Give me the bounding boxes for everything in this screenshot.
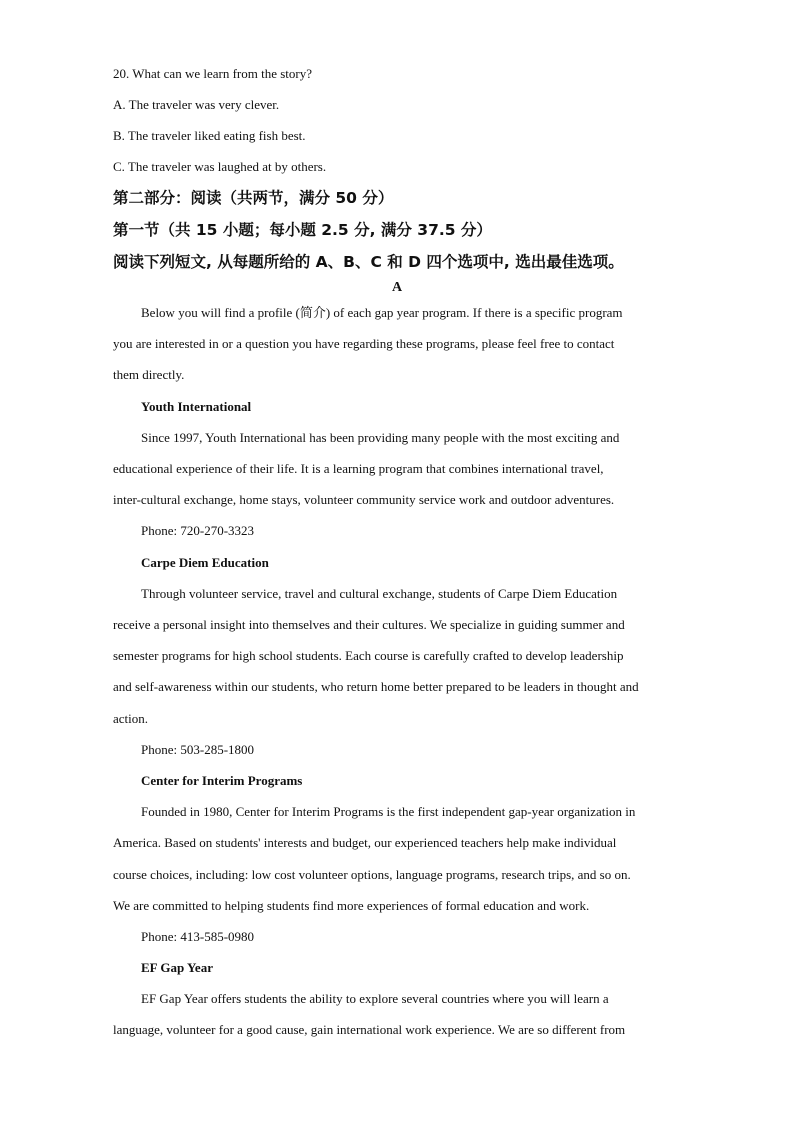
program-phone: Phone: 720-270-3323 — [141, 523, 255, 538]
program-line: course choices, including: low cost volunteer options, language programs, research trips, and so on. — [113, 867, 631, 882]
program-line: inter-cultural exchange, home stays, volunteer community service work and outdoor adventures. — [113, 492, 615, 507]
program-line: Founded in 1980, Center for Interim Programs is the first independent gap-year organization in — [141, 804, 636, 819]
program-phone: Phone: 413-585-0980 — [141, 929, 255, 944]
program-line: America. Based on students' interests and budget, our experienced teachers help make individual — [113, 835, 617, 850]
program-title: EF Gap Year — [141, 960, 213, 975]
program-line: Through volunteer service, travel and cultural exchange, students of Carpe Diem Education — [141, 586, 618, 601]
program-line: EF Gap Year offers students the ability to explore several countries where you will learn a — [141, 991, 609, 1006]
option-b: B. The traveler liked eating fish best. — [113, 128, 306, 143]
program-line: We are committed to helping students find more experiences of formal education and work. — [113, 898, 590, 913]
passage-label: A — [391, 280, 403, 295]
program-line: language, volunteer for a good cause, gain international work experience. We are so different from — [113, 1022, 626, 1037]
program-title: Youth International — [141, 399, 252, 414]
intro-line: them directly. — [113, 367, 185, 382]
program-phone: Phone: 503-285-1800 — [141, 742, 255, 757]
option-a: A. The traveler was very clever. — [113, 97, 280, 112]
program-line: receive a personal insight into themselves and their cultures. We specialize in guiding summer and — [113, 617, 625, 632]
program-title: Carpe Diem Education — [141, 555, 269, 570]
program-line: and self-awareness within our students, who return home better prepared to be leaders in thought and — [113, 679, 639, 694]
program-line: educational experience of their life. It is a learning program that combines international travel, — [113, 461, 604, 476]
program-line: action. — [113, 711, 149, 726]
program-title: Center for Interim Programs — [141, 773, 303, 788]
section-subtitle: 第一节（共 15 小题；每小题 2.5 分, 满分 37.5 分） — [113, 221, 492, 239]
section-instruction: 阅读下列短文, 从每题所给的 A、B、C 和 D 四个选项中, 选出最佳选项。 — [113, 253, 624, 271]
section-title: 第二部分：阅读（共两节，满分 50 分） — [113, 189, 394, 207]
option-c: C. The traveler was laughed at by others. — [113, 159, 327, 174]
program-line: semester programs for high school students. Each course is carefully crafted to develop leadership — [113, 648, 624, 663]
intro-line: Below you will find a profile (简介) of each gap year program. If there is a specific program — [141, 305, 623, 320]
intro-line: you are interested in or a question you have regarding these programs, please feel free to contact — [113, 336, 615, 351]
question-stem: 20. What can we learn from the story? — [113, 66, 313, 81]
program-line: Since 1997, Youth International has been providing many people with the most exciting and — [141, 430, 620, 445]
